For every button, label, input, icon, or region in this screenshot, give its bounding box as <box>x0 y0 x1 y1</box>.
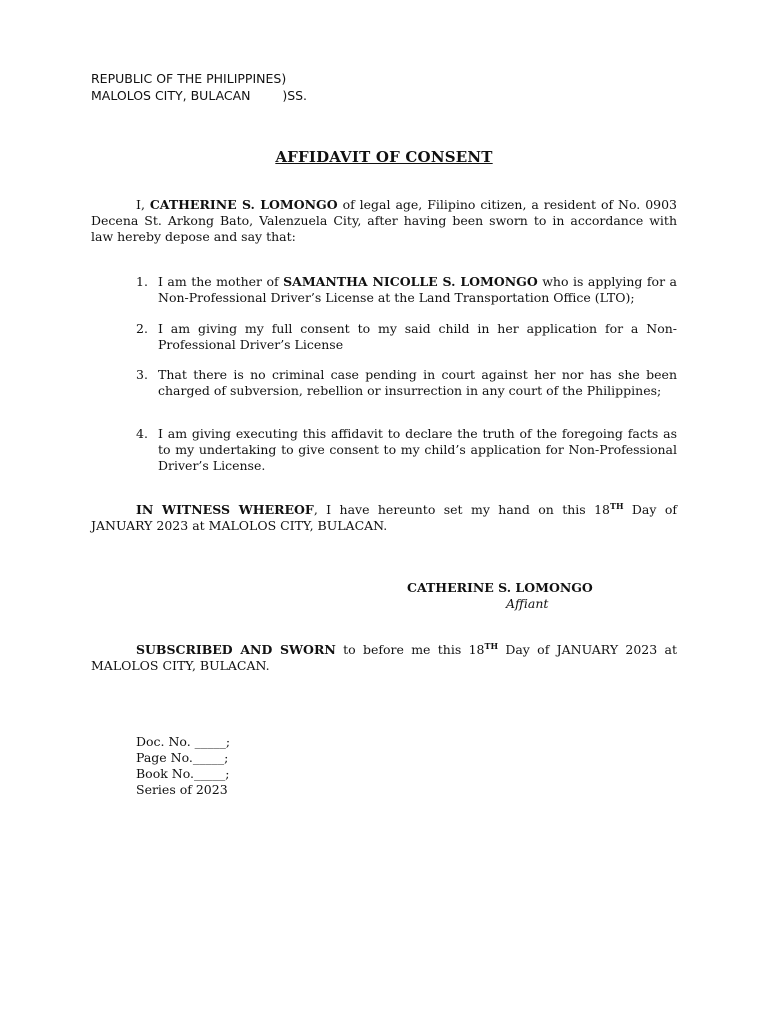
series-year: Series of 2023 <box>136 782 228 797</box>
witness-heading: IN WITNESS WHEREOF <box>136 502 314 517</box>
item-number: 2. <box>136 321 148 336</box>
jurat-post: Day of JANUARY 2023 at MALOLOS CITY, BULACAN. <box>91 642 677 673</box>
list-item <box>136 321 677 353</box>
item-text: That there is no criminal case pending in court against her nor has she been charged of subversion, rebellion or insurrection in any court of the Philippines; <box>158 367 677 398</box>
item-number: 4. <box>136 426 148 441</box>
document-title: AFFIDAVIT OF CONSENT <box>275 148 493 166</box>
child-name: SAMANTHA NICOLLE S. LOMONGO <box>283 274 538 289</box>
item-text-pre: I am the mother of <box>158 274 284 289</box>
witness-post: Day of JANUARY 2023 at MALOLOS CITY, BULACAN. <box>91 502 677 533</box>
list-item <box>136 274 677 306</box>
witness-pre: , I have hereunto set my hand on this 18 <box>313 502 610 517</box>
jurat-ordinal: TH <box>484 640 498 651</box>
item-text: I am giving executing this affidavit to declare the truth of the foregoing facts as to my undertaking to give consent to my child’s application for Non-Professional Driver’s License. <box>158 426 677 473</box>
venue-block <box>91 70 307 104</box>
list-item <box>136 426 677 474</box>
intro-post: of legal age, Filipino citizen, a resident of No. 0903 Decena St. Arkong Bato, Valenzuela City, after having been sworn to in accordance with law hereby depose and say that: <box>91 197 678 244</box>
jurat-heading: SUBSCRIBED AND SWORN <box>136 642 336 657</box>
intro-pre: I, <box>136 197 150 212</box>
notary-block <box>136 734 230 798</box>
book-number: Book No._____; <box>136 766 230 781</box>
venue-line-2: MALOLOS CITY, BULACAN )SS. <box>91 88 308 103</box>
item-text-post: who is applying for a Non-Professional Driver’s License at the Land Transportation Office (LTO); <box>158 274 677 305</box>
witness-ordinal: TH <box>610 500 624 511</box>
venue-line-1: REPUBLIC OF THE PHILIPPINES) <box>91 71 287 86</box>
page-number: Page No._____; <box>136 750 229 765</box>
signature-name: CATHERINE S. LOMONGO <box>407 580 593 595</box>
jurat-paragraph <box>91 642 677 674</box>
jurat-pre: to before me this 18 <box>335 642 485 657</box>
doc-number: Doc. No. _____; <box>136 734 231 749</box>
item-text: I am giving my full consent to my said child in her application for a Non-Professional Driver’s License <box>158 321 677 352</box>
list-item <box>136 367 677 399</box>
item-number: 3. <box>136 367 148 382</box>
affiant-name: CATHERINE S. LOMONGO <box>149 197 338 212</box>
witness-paragraph <box>91 502 677 534</box>
item-number: 1. <box>136 274 148 289</box>
item-text <box>158 274 677 306</box>
intro-paragraph <box>91 197 677 245</box>
signature-role: Affiant <box>506 596 549 611</box>
